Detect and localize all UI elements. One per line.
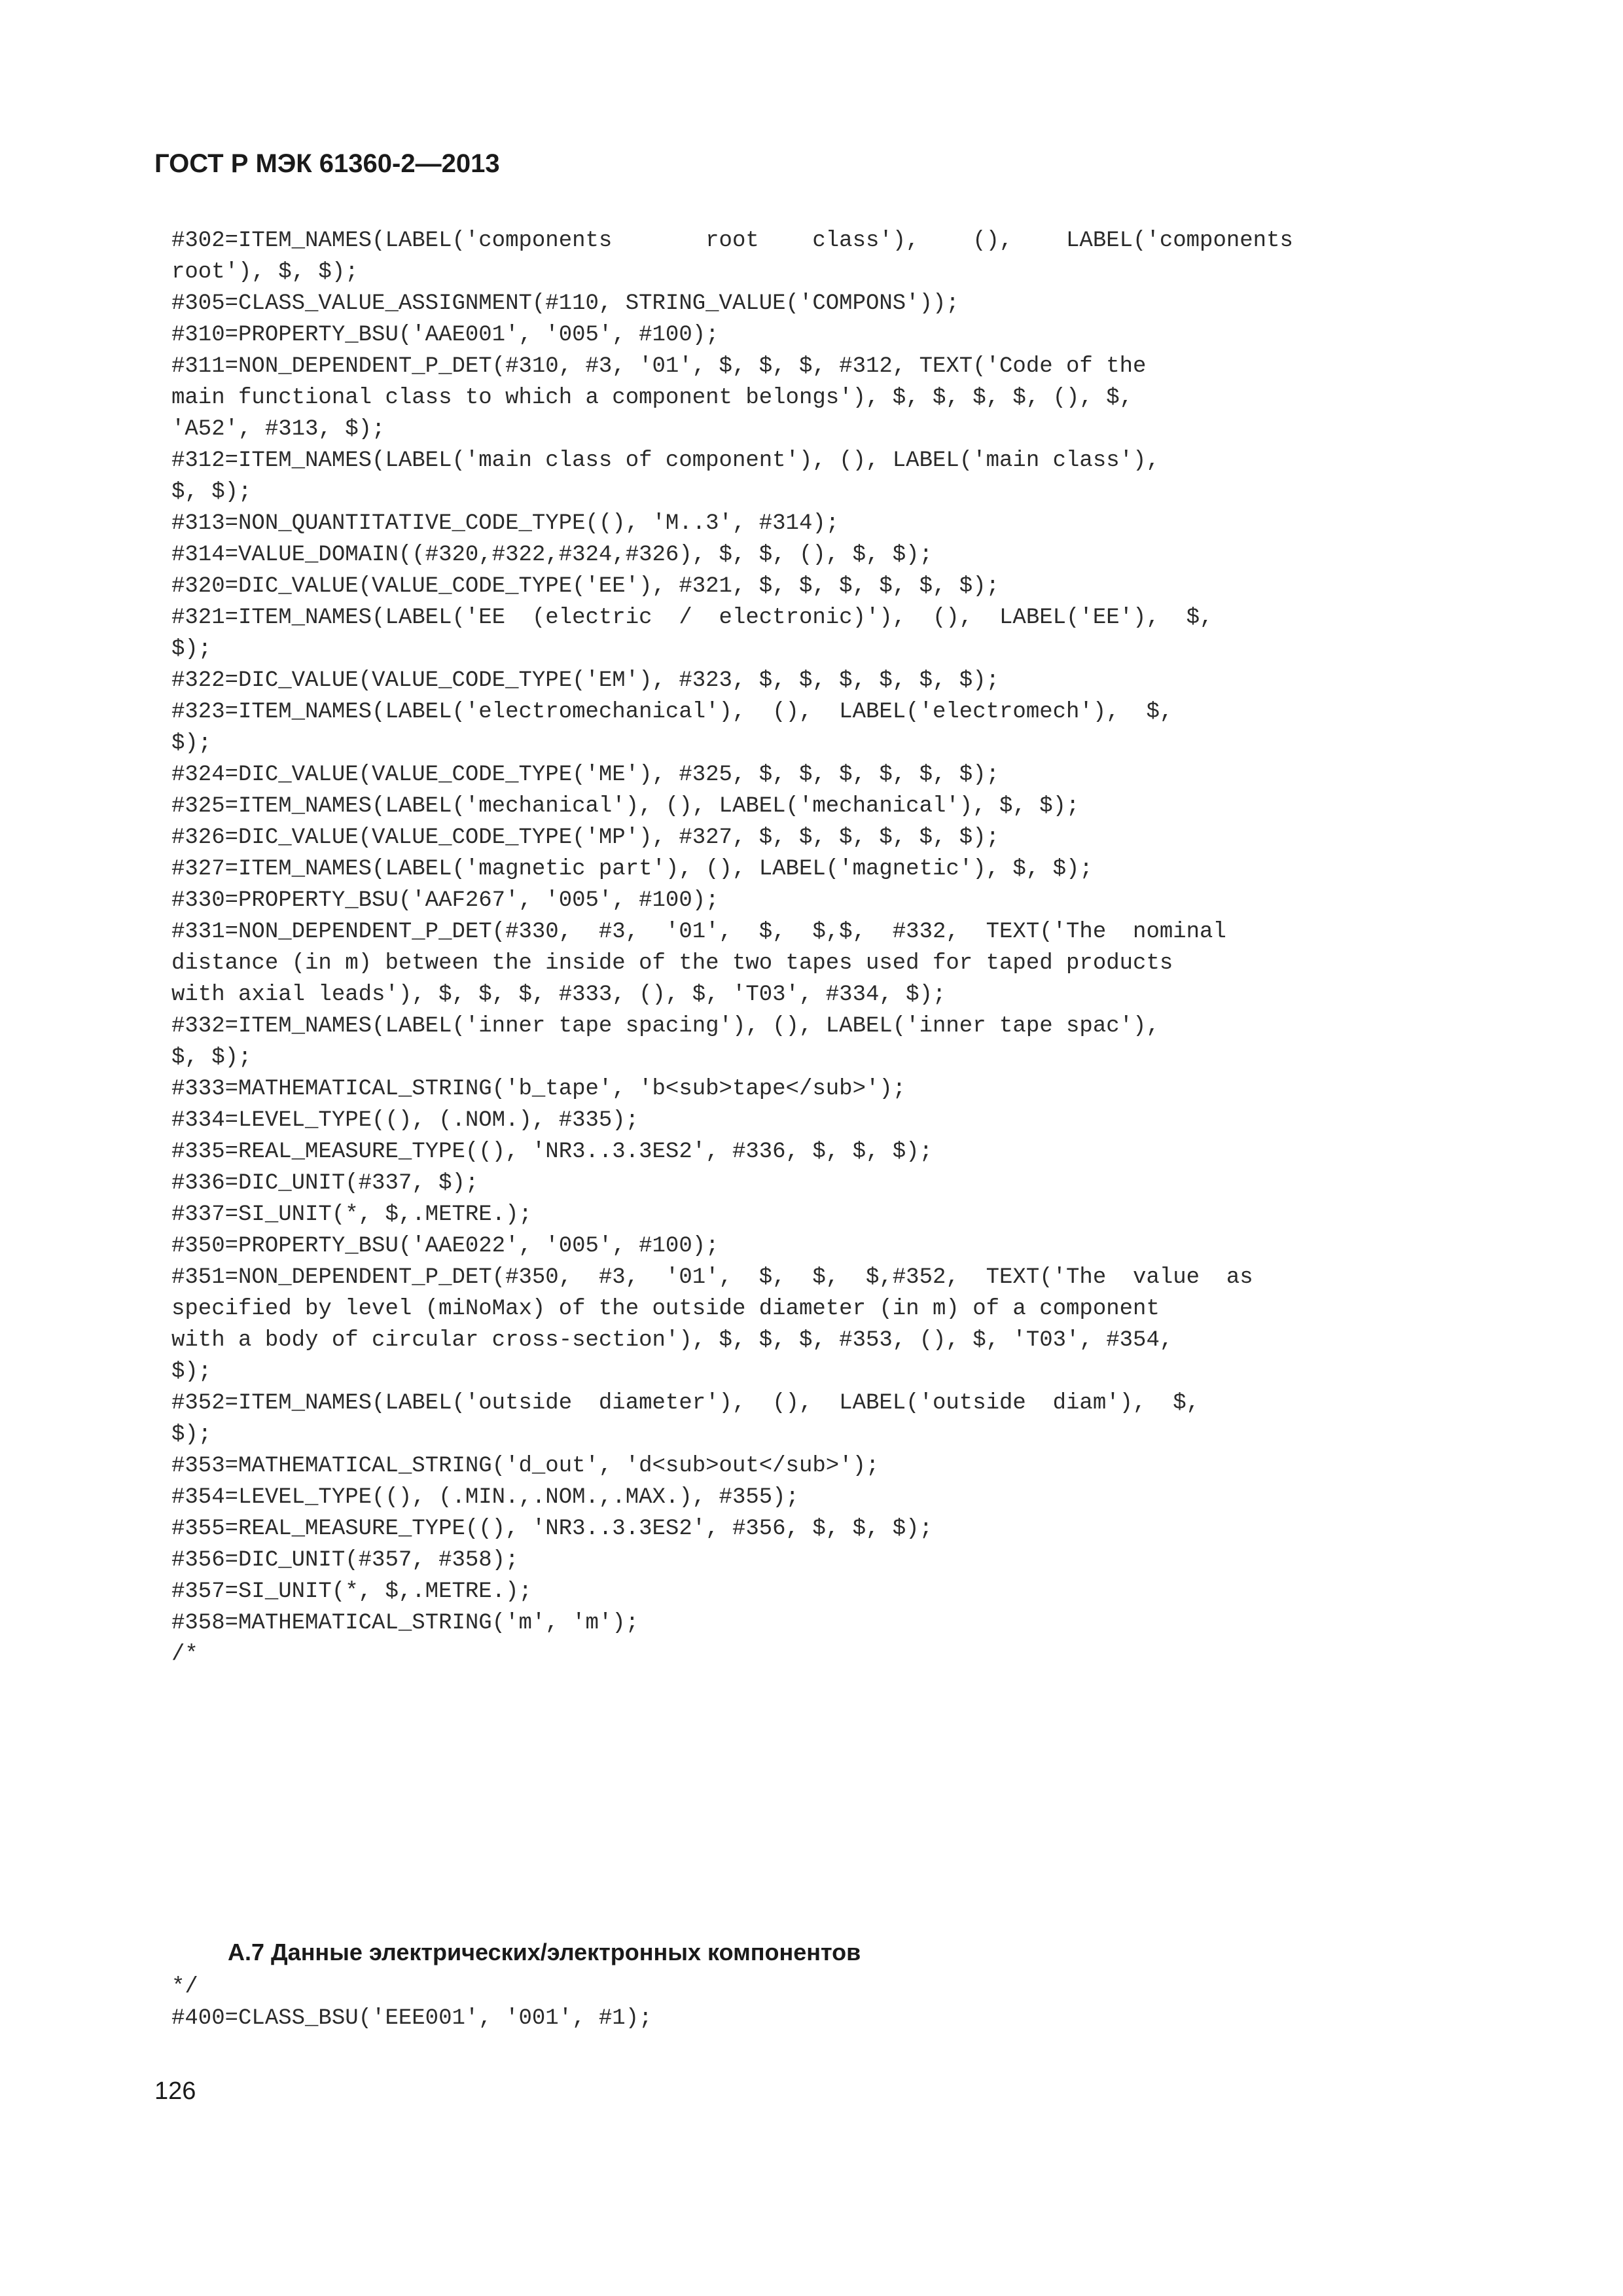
code-line: #324=DIC_VALUE(VALUE_CODE_TYPE('ME'), #325, $, $, $, $, $, $);: [171, 762, 1000, 787]
code-line: #330=PROPERTY_BSU('AAF267', '005', #100);: [171, 888, 719, 913]
code-line: root'), $, $);: [171, 260, 359, 285]
code-line: #331=NON_DEPENDENT_P_DET(#330, #3, '01', $, $,$, #332, TEXT('The nominal: [171, 920, 1226, 944]
code-line: #314=VALUE_DOMAIN((#320,#322,#324,#326), $, $, (), $, $);: [171, 543, 933, 567]
code-line: $);: [171, 637, 212, 662]
code-line: #302=ITEM_NAMES(LABEL('components root class'), (), LABEL('components: [171, 228, 1293, 253]
code-line: $, $);: [171, 480, 252, 505]
code-line: $);: [171, 1422, 212, 1447]
code-line: #355=REAL_MEASURE_TYPE((), 'NR3..3.3ES2', #356, $, $, $);: [171, 1516, 933, 1541]
code-line: distance (in m) between the inside of the two tapes used for taped products: [171, 951, 1173, 976]
code-line: $);: [171, 731, 212, 756]
code-line: #358=MATHEMATICAL_STRING('m', 'm');: [171, 1611, 639, 1636]
code-line: #337=SI_UNIT(*, $,.METRE.);: [171, 1202, 532, 1227]
code-line: #332=ITEM_NAMES(LABEL('inner tape spacing'), (), LABEL('inner tape spac'),: [171, 1014, 1160, 1039]
code-listing-continued: [171, 1971, 1284, 2034]
code-line: #352=ITEM_NAMES(LABEL('outside diameter'), (), LABEL('outside diam'), $,: [171, 1391, 1200, 1416]
code-listing: [171, 225, 1293, 1670]
code-line: #322=DIC_VALUE(VALUE_CODE_TYPE('EM'), #323, $, $, $, $, $, $);: [171, 668, 1000, 693]
code-line: #353=MATHEMATICAL_STRING('d_out', 'd<sub>out</sub>');: [171, 1454, 880, 1479]
code-line: #305=CLASS_VALUE_ASSIGNMENT(#110, STRING_VALUE('COMPONS'));: [171, 291, 959, 316]
document-header: ГОСТ Р МЭК 61360-2—2013: [154, 149, 500, 178]
code-line: #351=NON_DEPENDENT_P_DET(#350, #3, '01', $, $, $,#352, TEXT('The value as: [171, 1265, 1253, 1290]
code-line: #312=ITEM_NAMES(LABEL('main class of component'), (), LABEL('main class'),: [171, 448, 1160, 473]
code-line: #327=ITEM_NAMES(LABEL('magnetic part'), (), LABEL('magnetic'), $, $);: [171, 857, 1093, 882]
code-line: with a body of circular cross-section'), $, $, $, #353, (), $, 'T03', #354,: [171, 1328, 1173, 1353]
code-line: #400=CLASS_BSU('EEE001', '001', #1);: [171, 2006, 652, 2031]
code-line: with axial leads'), $, $, $, #333, (), $, 'T03', #334, $);: [171, 982, 946, 1007]
code-line: #311=NON_DEPENDENT_P_DET(#310, #3, '01', $, $, $, #312, TEXT('Code of the: [171, 354, 1147, 379]
code-line: $);: [171, 1359, 212, 1384]
code-line: #357=SI_UNIT(*, $,.METRE.);: [171, 1579, 532, 1604]
code-line: $, $);: [171, 1045, 252, 1070]
code-line: main functional class to which a component belongs'), $, $, $, $, (), $,: [171, 386, 1133, 410]
code-line: #333=MATHEMATICAL_STRING('b_tape', 'b<sub>tape</sub>');: [171, 1077, 906, 1102]
code-line: #323=ITEM_NAMES(LABEL('electromechanical'), (), LABEL('electromech'), $,: [171, 700, 1173, 725]
code-line: #313=NON_QUANTITATIVE_CODE_TYPE((), 'M..3', #314);: [171, 511, 840, 536]
code-line: #336=DIC_UNIT(#337, $);: [171, 1171, 479, 1196]
code-line: #334=LEVEL_TYPE((), (.NOM.), #335);: [171, 1108, 639, 1133]
code-line: 'A52', #313, $);: [171, 417, 385, 442]
code-line: /*: [171, 1642, 198, 1667]
code-line: #321=ITEM_NAMES(LABEL('EE (electric / electronic)'), (), LABEL('EE'), $,: [171, 605, 1213, 630]
code-line: #326=DIC_VALUE(VALUE_CODE_TYPE('MP'), #327, $, $, $, $, $, $);: [171, 825, 1000, 850]
code-line: #335=REAL_MEASURE_TYPE((), 'NR3..3.3ES2', #336, $, $, $);: [171, 1139, 933, 1164]
code-line: */: [171, 1975, 198, 2000]
code-line: #310=PROPERTY_BSU('AAE001', '005', #100);: [171, 323, 719, 348]
code-line: #350=PROPERTY_BSU('AAE022', '005', #100);: [171, 1234, 719, 1259]
code-line: #354=LEVEL_TYPE((), (.MIN.,.NOM.,.MAX.), #355);: [171, 1485, 799, 1510]
code-line: #356=DIC_UNIT(#357, #358);: [171, 1548, 519, 1573]
section-heading: А.7 Данные электрических/электронных компонентов: [228, 1939, 861, 1965]
code-line: specified by level (miNoMax) of the outside diameter (in m) of a component: [171, 1297, 1160, 1321]
code-line: #320=DIC_VALUE(VALUE_CODE_TYPE('EE'), #321, $, $, $, $, $, $);: [171, 574, 1000, 599]
code-line: #325=ITEM_NAMES(LABEL('mechanical'), (), LABEL('mechanical'), $, $);: [171, 794, 1080, 819]
page-number: 126: [154, 2077, 196, 2105]
